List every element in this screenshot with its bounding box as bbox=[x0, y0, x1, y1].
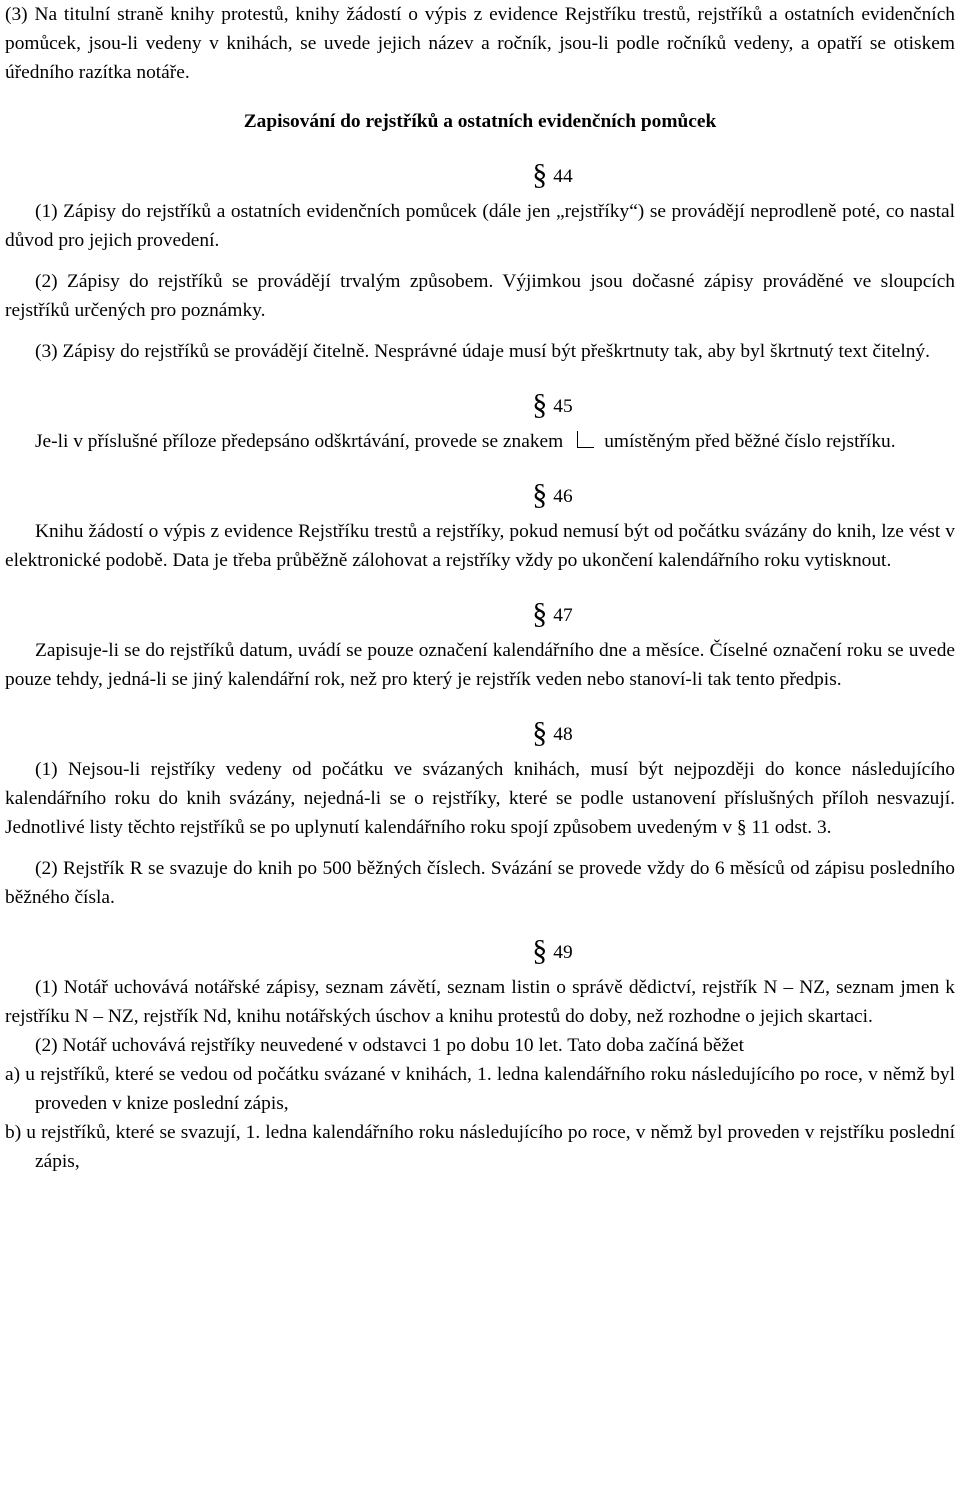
section-45-text-before: Je-li v příslušné příloze předepsáno odškrtávání, provede se znakem bbox=[35, 431, 564, 452]
section-48-paragraph-1: (1) Nejsou-li rejstříky vedeny od počátku ve svázaných knihách, musí být nejpozději do konce následujícího kalendářního roku do knih svázány, nejedná-li se o rejstříky, které se podle ustanovení příslušných příloh nesvazují. Jednotlivé listy těchto rejstříků se po uplynutí kalendářního roku spojí způsobem uvedeným v § 11 odst. 3. bbox=[5, 759, 955, 838]
section-45-text-after: umístěným před běžné číslo rejstříku. bbox=[604, 431, 896, 452]
section-49-paragraph-2: (2) Notář uchovává rejstříky neuvedené v odstavci 1 po dobu 10 let. Tato doba začíná běžet bbox=[35, 1035, 745, 1056]
section-47-heading bbox=[150, 599, 955, 630]
section-44-paragraph-2: (2) Zápisy do rejstříků se provádějí trvalým způsobem. Výjimkou jsou dočasné zápisy prováděné ve sloupcích rejstříků určených pro poznámky. bbox=[5, 271, 955, 321]
section-number: 47 bbox=[553, 605, 573, 626]
section-symbol: § bbox=[532, 597, 548, 630]
section-number: 49 bbox=[553, 942, 573, 963]
check-mark-icon bbox=[577, 431, 594, 448]
chapter-heading: Zapisování do rejstříků a ostatních evidenčních pomůcek bbox=[243, 111, 717, 132]
section-44-paragraph-3: (3) Zápisy do rejstříků se provádějí čitelně. Nesprávné údaje musí být přeškrtnuty tak, aby byl škrtnutý text čitelný. bbox=[35, 341, 930, 362]
section-49-item-a: a) u rejstříků, které se vedou od počátku svázané v knihách, 1. ledna kalendářního roku následujícího po roce, v němž byl proveden v knize poslední zápis, bbox=[5, 1064, 955, 1114]
section-symbol: § bbox=[532, 388, 548, 421]
section-number: 45 bbox=[553, 396, 573, 417]
section-45-paragraph bbox=[5, 427, 955, 456]
section-46-paragraph: Knihu žádostí o výpis z evidence Rejstříku trestů a rejstříky, pokud nemusí být od počátku svázány do knih, lze vést v elektronické podobě. Data je třeba průběžně zálohovat a rejstříky vždy po ukončení kalendářního roku vytisknout. bbox=[5, 521, 955, 571]
section-symbol: § bbox=[532, 716, 548, 749]
section-45-heading bbox=[150, 390, 955, 421]
section-symbol: § bbox=[532, 478, 548, 511]
paragraph-intro-3: (3) Na titulní straně knihy protestů, knihy žádostí o výpis z evidence Rejstříku trestů, rejstříků a ostatních evidenčních pomůcek, jsou-li vedeny v knihách, se uvede jejich název a ročník, jsou-li podle ročníků vedeny, a opatří se otiskem úředního razítka notáře. bbox=[5, 4, 955, 83]
section-symbol: § bbox=[532, 934, 548, 967]
section-49-heading bbox=[150, 936, 955, 967]
document-page bbox=[5, 0, 955, 1176]
section-number: 46 bbox=[553, 486, 573, 507]
section-number: 44 bbox=[553, 166, 573, 187]
section-47-paragraph: Zapisuje-li se do rejstříků datum, uvádí se pouze označení kalendářního dne a měsíce. Číselné označení roku se uvede pouze tehdy, jedná-li se jiný kalendářní rok, než pro který je rejstřík veden nebo stanoví-li tak tento předpis. bbox=[5, 640, 955, 690]
section-46-heading bbox=[150, 480, 955, 511]
section-symbol: § bbox=[532, 158, 548, 191]
section-number: 48 bbox=[553, 724, 573, 745]
section-49-paragraph-1: (1) Notář uchovává notářské zápisy, seznam závětí, seznam listin o správě dědictví, rejstřík N – NZ, seznam jmen k rejstříku N – NZ, rejstřík Nd, knihu notářských úschov a knihu protestů do doby, než rozhodne o jejich skartaci. bbox=[5, 977, 955, 1027]
section-44-paragraph-1: (1) Zápisy do rejstříků a ostatních evidenčních pomůcek (dále jen „rejstříky“) se provádějí neprodleně poté, co nastal důvod pro jejich provedení. bbox=[5, 201, 955, 251]
section-49-item-b: b) u rejstříků, které se svazují, 1. ledna kalendářního roku následujícího po roce, v němž byl proveden v rejstříku poslední zápis, bbox=[5, 1122, 955, 1172]
section-48-paragraph-2: (2) Rejstřík R se svazuje do knih po 500 běžných číslech. Svázání se provede vždy do 6 měsíců od zápisu posledního běžného čísla. bbox=[5, 858, 955, 908]
section-44-heading bbox=[150, 160, 955, 191]
section-48-heading bbox=[150, 718, 955, 749]
